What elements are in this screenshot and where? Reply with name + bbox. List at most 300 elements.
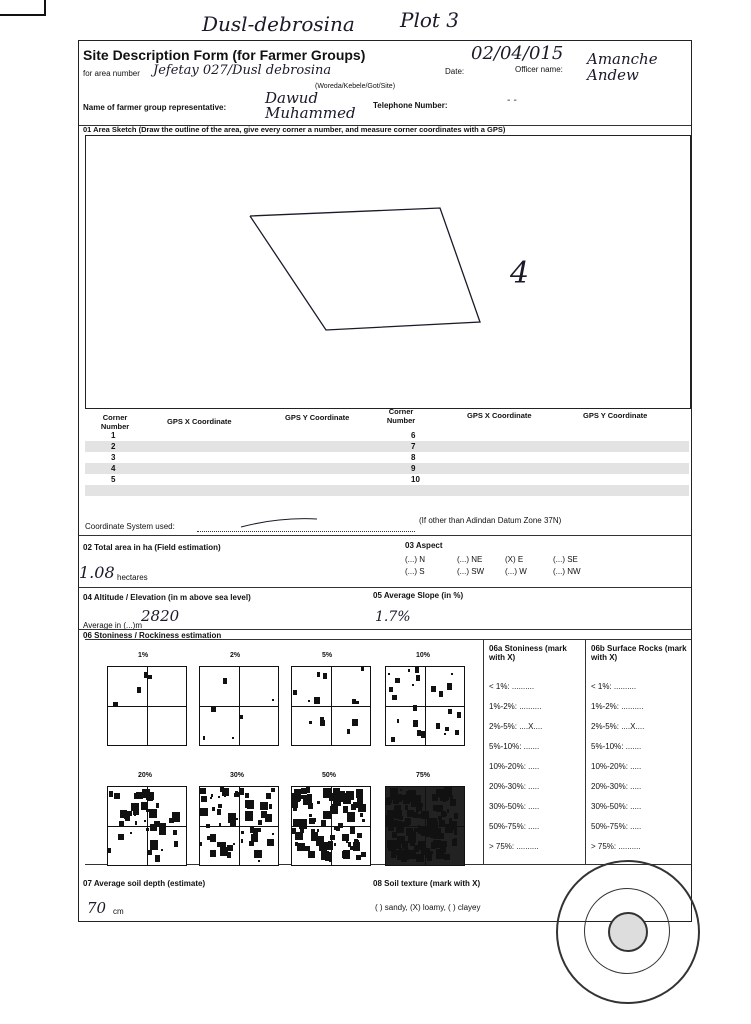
stone-mark [118, 834, 124, 840]
header-gps-x: GPS X Coordinate [167, 417, 232, 426]
stoniness-row-b: 20%-30%: ..... [591, 782, 642, 791]
plot-number-handwritten: Plot 3 [400, 8, 460, 32]
stone-mark [251, 834, 258, 842]
stone-mark [235, 791, 238, 794]
corner-number-left: 1 [111, 431, 116, 440]
stone-mark [346, 841, 348, 843]
stone-mark [413, 795, 421, 805]
stone-mark [119, 821, 124, 826]
stone-mark [130, 832, 132, 834]
aspect-option: (...) W [505, 567, 527, 576]
stoniness-percent-label: 10% [416, 652, 431, 659]
stone-mark [219, 823, 221, 826]
stone-mark [314, 697, 320, 704]
stone-mark [361, 667, 364, 671]
stone-mark [308, 803, 313, 809]
altitude-label: Average in (...)m [83, 621, 142, 630]
aspect-option: (...) NE [457, 555, 483, 564]
stone-mark [218, 796, 220, 798]
area-sketch-box [85, 135, 691, 409]
form-title: Site Description Form (for Farmer Groups) [83, 47, 366, 63]
stone-mark [317, 672, 320, 677]
stone-mark [405, 818, 411, 825]
stone-mark [155, 855, 160, 862]
stone-mark [161, 849, 163, 851]
stone-mark [451, 673, 453, 675]
stoniness-grid [291, 666, 371, 746]
stone-mark [335, 794, 338, 797]
stone-mark [454, 830, 457, 835]
stone-mark [408, 669, 410, 672]
stone-mark [399, 816, 403, 820]
stone-mark [212, 807, 215, 811]
stone-mark [292, 828, 296, 834]
stoniness-row-b: 5%-10%: ....... [591, 742, 642, 751]
stone-mark [395, 678, 400, 683]
aspect-option: (...) N [405, 555, 425, 564]
stone-mark [323, 788, 331, 798]
stoniness-percent-label: 1% [138, 652, 149, 659]
stone-mark [455, 730, 459, 735]
stone-mark [416, 854, 424, 862]
stone-mark [427, 820, 434, 829]
altitude-value: 2820 [141, 607, 180, 625]
stone-mark [389, 687, 393, 692]
stoniness-row-a: 5%-10%: ....... [489, 742, 540, 751]
stone-mark [222, 788, 229, 796]
stone-mark [413, 705, 417, 711]
corner-number-right: 8 [411, 453, 416, 462]
stone-mark [258, 860, 260, 862]
stone-mark [405, 805, 408, 810]
stone-mark [445, 727, 449, 731]
stone-mark [173, 830, 177, 835]
stone-mark [427, 855, 432, 861]
stone-mark [323, 811, 331, 819]
stone-mark [355, 840, 359, 844]
stone-mark [343, 796, 351, 804]
stone-mark [457, 712, 461, 718]
header-gps-x-2: GPS X Coordinate [467, 411, 532, 420]
stone-mark [233, 843, 235, 845]
stone-mark [342, 834, 349, 841]
corner-number-left: 2 [111, 442, 116, 451]
stone-mark [241, 839, 243, 843]
stone-mark [206, 824, 210, 828]
stone-mark [109, 791, 113, 797]
stone-mark [269, 804, 272, 809]
stone-mark [134, 793, 140, 799]
stone-mark [403, 795, 410, 804]
stone-mark [323, 673, 327, 679]
area-sketch-heading: 01 Area Sketch (Draw the outline of the area, give every corner a number, and measure corner coordinates with a GPS) [83, 125, 506, 134]
stone-mark [329, 859, 332, 862]
stone-mark [113, 702, 118, 707]
stone-mark [418, 814, 422, 818]
stone-mark [393, 791, 396, 796]
header-corner-number: Corner Number [100, 413, 130, 431]
stoniness-row-a: > 75%: .......... [489, 842, 539, 851]
soil-texture-heading: 08 Soil texture (mark with X) [373, 879, 481, 888]
stamp-emblem [608, 912, 648, 952]
stone-mark [333, 796, 341, 806]
stone-mark [293, 690, 297, 695]
stone-mark [236, 818, 238, 820]
stoniness-row-a: 30%-50%: ..... [489, 802, 540, 811]
stone-mark [416, 675, 420, 681]
aspect-option: (...) SE [553, 555, 578, 564]
stone-mark [309, 814, 312, 817]
stone-mark [144, 820, 146, 822]
stone-mark [108, 848, 111, 853]
top-left-corner-mark [0, 0, 46, 16]
stone-mark [454, 813, 458, 819]
stone-mark [231, 813, 236, 818]
stone-mark [241, 831, 244, 834]
stone-mark [309, 818, 315, 824]
soil-texture-options: ( ) sandy, (X) loamy, ( ) clayey [375, 903, 481, 912]
stone-mark [146, 828, 149, 831]
stone-mark [144, 672, 148, 678]
area-sketch-drawing [86, 136, 690, 408]
date-value: 02/04/015 [471, 43, 564, 64]
area-number-label: for area number [83, 69, 140, 78]
stone-mark [412, 684, 414, 686]
stone-mark [447, 683, 452, 690]
stone-mark [360, 813, 363, 817]
stone-mark [443, 798, 446, 802]
stone-mark [150, 840, 158, 850]
stoniness-percent-label: 50% [322, 772, 337, 779]
stone-mark [148, 675, 152, 679]
telephone-value: - - [507, 95, 517, 106]
stone-mark [309, 721, 312, 724]
stone-mark [410, 839, 415, 846]
stoniness-row-b: 10%-20%: ..... [591, 762, 642, 771]
stoniness-percent-label: 2% [230, 652, 241, 659]
stone-mark [258, 828, 261, 832]
stone-mark [272, 699, 274, 701]
stone-mark [135, 821, 137, 825]
corner-number-left: 3 [111, 453, 116, 462]
stone-mark [272, 833, 274, 835]
stone-mark [357, 793, 363, 800]
stone-mark [387, 810, 395, 818]
stone-mark [439, 789, 446, 796]
stone-mark [400, 789, 402, 791]
corner-number-left: 4 [111, 464, 116, 473]
officer-name-label: Officer name: [515, 65, 563, 74]
stone-mark [439, 833, 444, 839]
stone-mark [174, 841, 178, 847]
stone-mark [203, 736, 205, 740]
stone-mark [311, 829, 315, 833]
slope-heading: 05 Average Slope (in %) [373, 591, 464, 600]
aspect-option: (...) NW [553, 567, 581, 576]
officer-name-value: Amanche Andew [587, 50, 658, 84]
coordinate-system-dots [197, 531, 415, 532]
header-gps-y-2: GPS Y Coordinate [583, 411, 648, 420]
stone-mark [388, 673, 390, 675]
stone-mark [362, 819, 365, 822]
soil-depth-value: 70 [87, 899, 107, 917]
stone-mark [297, 843, 305, 851]
coordinate-system-stroke [239, 517, 319, 529]
stone-mark [343, 850, 350, 859]
stoniness-grid [199, 666, 279, 746]
stone-mark [431, 686, 436, 692]
total-area-unit: hectares [117, 573, 148, 582]
stone-mark [331, 836, 334, 840]
coordinate-system-label: Coordinate System used: [85, 522, 175, 531]
stone-mark [321, 851, 329, 860]
stone-mark [201, 796, 207, 802]
corner-table [85, 407, 689, 511]
stone-mark [439, 691, 443, 697]
telephone-label: Telephone Number: [373, 101, 448, 110]
stoniness-row-a: 20%-30%: ..... [489, 782, 540, 791]
stone-mark [397, 719, 399, 723]
stone-mark [245, 811, 253, 821]
stone-mark [350, 827, 355, 834]
stone-mark [398, 850, 401, 854]
stone-mark [415, 667, 419, 673]
stone-mark [417, 730, 421, 736]
stone-mark [454, 839, 456, 843]
stone-mark [211, 706, 216, 712]
representative-value: Dawud Muhammed [265, 89, 356, 122]
stone-mark [250, 827, 254, 833]
stone-mark [409, 831, 416, 839]
area-sub-label: (Woreda/Kebele/Got/Site) [315, 83, 396, 90]
stone-mark [441, 811, 446, 817]
stone-mark [295, 832, 303, 840]
aspect-option: (...) S [405, 567, 425, 576]
stone-mark [245, 800, 251, 808]
stone-mark [421, 811, 429, 819]
stoniness-panel [85, 639, 691, 865]
stone-mark [141, 802, 148, 810]
stone-mark [444, 733, 446, 735]
stone-mark [156, 803, 159, 808]
corner-number-right: 9 [411, 464, 416, 473]
stone-mark [200, 842, 202, 846]
stone-mark [207, 836, 211, 840]
stone-mark [147, 850, 152, 855]
corner-number-right: 6 [411, 431, 416, 440]
aspect-heading: 03 Aspect [405, 541, 443, 550]
stoniness-percent-label: 5% [322, 652, 333, 659]
stone-mark [413, 720, 418, 727]
stone-mark [352, 719, 358, 726]
stone-mark [200, 808, 208, 816]
stone-mark [267, 839, 274, 846]
stone-mark [356, 855, 361, 860]
official-stamp [556, 860, 700, 1004]
stoniness-row-a: 10%-20%: ..... [489, 762, 540, 771]
stoniness-col-b-heading: 06b Surface Rocks (mark with X) [591, 644, 687, 662]
stone-mark [321, 820, 326, 827]
stone-mark [447, 809, 449, 813]
stone-mark [317, 801, 320, 804]
stone-mark [313, 834, 315, 838]
header-gps-y: GPS Y Coordinate [285, 413, 350, 422]
stone-mark [351, 804, 356, 810]
stone-mark [266, 793, 271, 799]
stone-mark [218, 804, 222, 808]
total-area-heading: 02 Total area in ha (Field estimation) [83, 543, 221, 552]
stone-mark [299, 819, 307, 829]
stone-mark [362, 804, 365, 809]
stone-mark [445, 824, 453, 833]
stone-mark [258, 820, 262, 825]
stone-mark [388, 823, 394, 831]
stone-mark [347, 812, 355, 822]
stone-mark [352, 699, 356, 704]
stoniness-col-a-heading: 06a Stoniness (mark with X) [489, 644, 567, 662]
stone-mark [210, 850, 216, 857]
corner-mark-label: 4 [510, 256, 530, 291]
slope-value: 1.7% [375, 609, 411, 625]
stoniness-row-b: 50%-75%: ..... [591, 822, 642, 831]
stone-mark [148, 795, 153, 801]
stoniness-grid [291, 786, 371, 866]
stoniness-grid [385, 666, 465, 746]
corner-number-left: 5 [111, 475, 116, 484]
field-outline [250, 208, 480, 330]
stone-mark [137, 687, 141, 693]
stone-mark [308, 700, 310, 702]
stone-mark [326, 842, 333, 850]
stoniness-row-b: < 1%: .......... [591, 682, 637, 691]
stoniness-row-a: < 1%: .......... [489, 682, 535, 691]
stone-mark [448, 709, 452, 714]
stone-mark [392, 832, 397, 838]
stone-mark [432, 794, 438, 801]
total-area-value: 1.08 [79, 563, 115, 582]
stone-mark [308, 851, 315, 858]
stone-mark [317, 829, 319, 832]
stone-mark [311, 838, 313, 840]
stone-mark [223, 678, 227, 684]
corner-number-right: 7 [411, 442, 416, 451]
stone-mark [440, 843, 444, 848]
soil-depth-unit: cm [113, 907, 124, 916]
stoniness-row-b: 30%-50%: ..... [591, 802, 642, 811]
stone-mark [261, 811, 267, 818]
stone-mark [127, 811, 132, 816]
stone-mark [418, 826, 426, 834]
stone-mark [391, 849, 393, 851]
stoniness-grid [199, 786, 279, 866]
stone-mark [239, 715, 243, 719]
stoniness-row-a: 50%-75%: ..... [489, 822, 540, 831]
stone-mark [295, 842, 298, 846]
stone-mark [401, 822, 404, 825]
stoniness-percent-label: 30% [230, 772, 245, 779]
stoniness-percent-label: 20% [138, 772, 153, 779]
stone-mark [217, 809, 221, 815]
stone-mark [392, 695, 397, 700]
stone-mark [398, 843, 401, 846]
stoniness-grid [107, 786, 187, 866]
site-description-form [78, 40, 692, 922]
stoniness-grid [385, 786, 465, 866]
stone-mark [421, 731, 426, 738]
stone-mark [361, 852, 366, 857]
stone-mark [294, 789, 301, 798]
stoniness-row-b: 2%-5%: ....X.... [591, 722, 645, 731]
stone-mark [334, 843, 336, 846]
stone-mark [338, 823, 343, 828]
stoniness-row-a: 2%-5%: ....X.... [489, 722, 543, 731]
stone-mark [436, 723, 440, 729]
stone-mark [211, 794, 213, 797]
corner-number-right: 10 [411, 475, 420, 484]
stoniness-row-b: 1%-2%: .......... [591, 702, 644, 711]
stone-mark [210, 797, 212, 799]
altitude-heading: 04 Altitude / Elevation (in m above sea level) [83, 593, 251, 602]
stoniness-row-a: 1%-2%: .......... [489, 702, 542, 711]
representative-label: Name of farmer group representative: [83, 103, 227, 112]
aspect-option: (...) SW [457, 567, 485, 576]
stone-mark [260, 802, 268, 810]
stone-mark [293, 805, 297, 811]
stone-mark [271, 788, 275, 792]
stone-mark [402, 842, 408, 849]
stone-mark [308, 798, 310, 801]
aspect-option: (X) E [505, 555, 524, 564]
stone-mark [350, 846, 353, 850]
stone-mark [431, 851, 433, 854]
stone-mark [133, 807, 139, 815]
soil-depth-heading: 07 Average soil depth (estimate) [83, 879, 206, 888]
stone-mark [159, 826, 166, 835]
stone-mark [232, 737, 234, 739]
header-corner-number-2: Corner Number [386, 407, 416, 425]
stone-mark [347, 729, 350, 734]
stone-mark [391, 737, 395, 742]
stone-mark [433, 805, 438, 811]
stone-mark [220, 844, 225, 851]
stone-mark [254, 850, 262, 858]
stone-mark [356, 701, 359, 704]
stone-mark [391, 851, 396, 858]
coordinate-system-suffix: (If other than Adindan Datum Zone 37N) [419, 516, 562, 525]
stoniness-percent-label: 75% [416, 772, 431, 779]
stone-mark [320, 717, 323, 722]
stone-mark [418, 841, 426, 850]
date-label: Date: [445, 67, 465, 76]
stone-mark [444, 854, 450, 860]
stone-mark [169, 818, 174, 823]
stone-mark [200, 788, 206, 794]
stone-mark [357, 833, 362, 838]
stone-mark [316, 836, 324, 846]
stoniness-heading: 06 Stoniness / Rockiness estimation [83, 631, 222, 640]
stone-mark [306, 787, 310, 793]
stone-mark [334, 826, 337, 830]
stone-mark [450, 799, 456, 806]
stone-mark [114, 793, 120, 799]
stoniness-row-b: > 75%: .......... [591, 842, 641, 851]
stone-mark [396, 810, 399, 813]
stone-mark [149, 809, 157, 818]
site-name-handwritten: Dusl-debrosina [202, 12, 355, 36]
stoniness-grid [107, 666, 187, 746]
stone-mark [245, 793, 249, 798]
area-number-value: Jefetay 027/Dusl debrosina [153, 63, 332, 78]
